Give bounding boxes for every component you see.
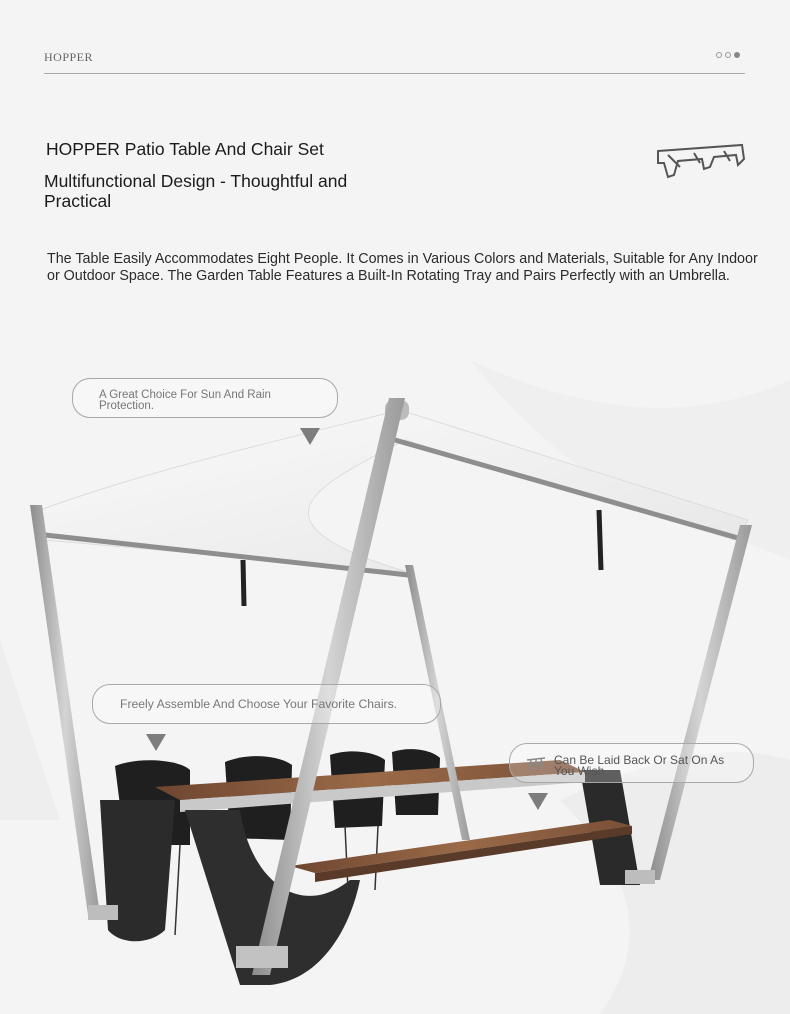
callout-shade [72, 378, 338, 418]
header-divider [44, 73, 745, 74]
table-mini-icon [525, 753, 547, 773]
pole-left [30, 505, 100, 915]
product-title: HOPPER Patio Table And Chair Set [46, 139, 324, 159]
page-indicator [716, 52, 740, 58]
callout-bench [509, 743, 754, 783]
page-dot-3[interactable] [734, 52, 740, 58]
pointer-arrow-icon [528, 793, 548, 810]
page-dot-1[interactable] [716, 52, 722, 58]
callout-shade-text: A Great Choice For Sun And Rain Protection. [99, 389, 271, 412]
callout-chairs-text: Freely Assemble And Choose Your Favorite Chairs. [120, 697, 398, 711]
page-dot-2[interactable] [725, 52, 731, 58]
front-leg-left [100, 800, 175, 941]
brand-name: HOPPER [44, 50, 94, 64]
product-subtitle: Multifunctional Design - Thoughtful and Practical [44, 171, 348, 211]
callout-chairs [92, 684, 441, 724]
product-description: The Table Easily Accommodates Eight People. It Comes in Various Colors and Materials, Suitable for Any Indoor or Outdoor Space. The Garden Table Features a Built-In Rotating Tray and Pairs Perfectly with an Umbrella. [47, 251, 758, 284]
product-logo-icon [654, 141, 746, 181]
pointer-arrow-icon [146, 734, 166, 751]
callout-bench-text: Can Be Laid Back Or Sat On As You Wish [554, 753, 725, 778]
pointer-arrow-icon [300, 428, 320, 445]
